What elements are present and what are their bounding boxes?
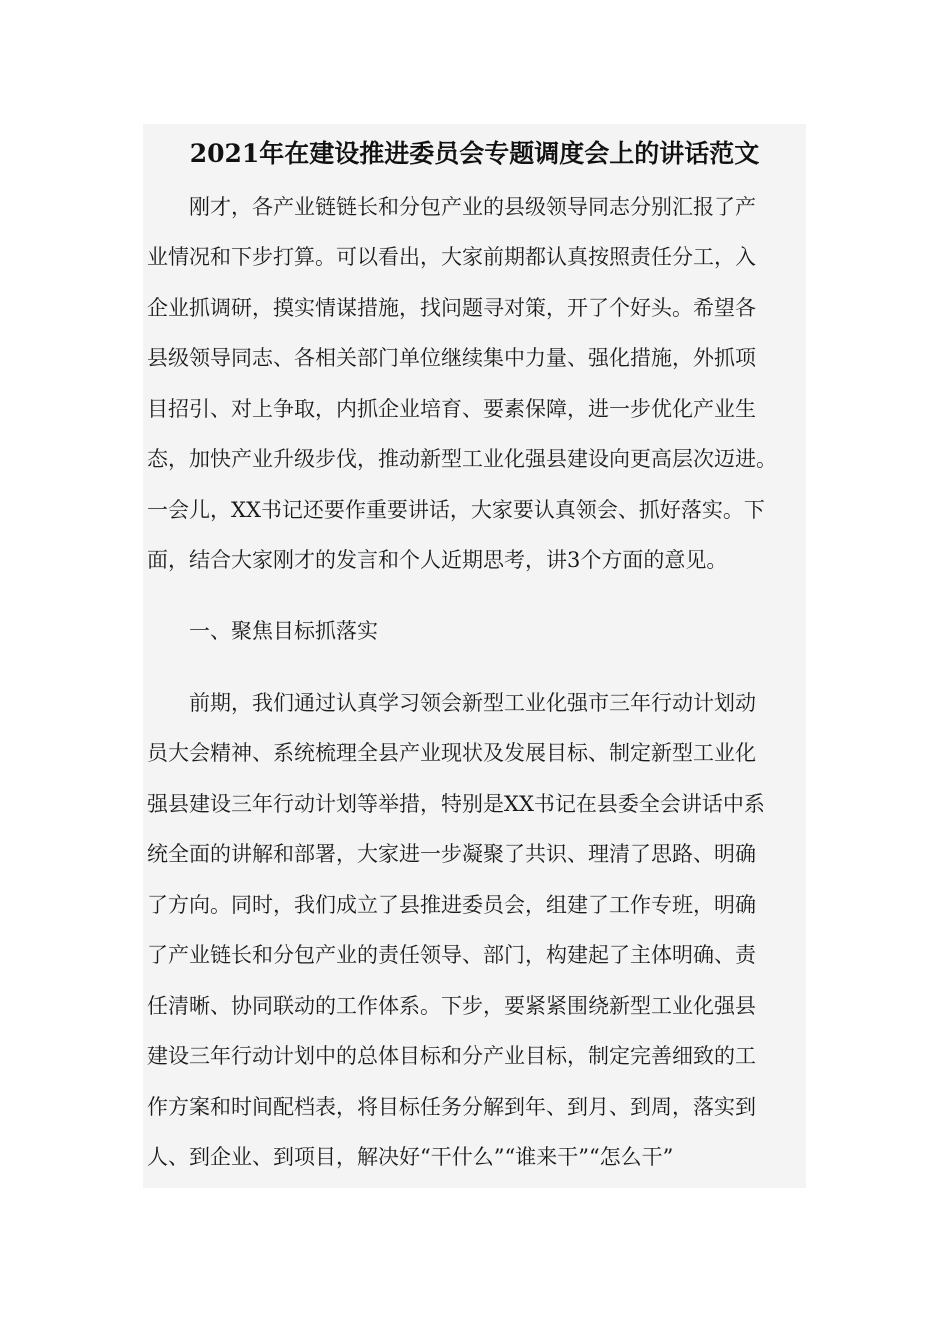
text-line: 企业抓调研，摸实情谋措施，找问题寻对策，开了个好头。希望各: [147, 296, 756, 320]
text-line: 了产业链长和分包产业的责任领导、部门，构建起了主体明确、责: [147, 943, 756, 967]
text-line: 前期，我们通过认真学习领会新型工业化强市三年行动计划动: [189, 691, 756, 715]
section-heading: 一、聚焦目标抓落实: [189, 619, 378, 643]
document-page: [143, 124, 806, 1188]
text-line: 业情况和下步打算。可以看出，大家前期都认真按照责任分工，入: [147, 245, 756, 269]
text-line: 员大会精神、系统梳理全县产业现状及发展目标、制定新型工业化: [147, 741, 756, 765]
text-line: 人、到企业、到项目，解决好“干什么”“谁来干”“怎么干”: [147, 1145, 674, 1169]
text-line: 统全面的讲解和部署，大家进一步凝聚了共识、理清了思路、明确: [147, 842, 756, 866]
text-line: 目招引、对上争取，内抓企业培育、要素保障，进一步优化产业生: [147, 397, 756, 421]
text-line: 面，结合大家刚才的发言和个人近期思考，讲3个方面的意见。: [147, 548, 728, 572]
text-line: 刚才，各产业链链长和分包产业的县级领导同志分别汇报了产: [189, 195, 756, 219]
text-line: 任清晰、协同联动的工作体系。下步，要紧紧围绕新型工业化强县: [147, 994, 756, 1018]
text-line: 作方案和时间配档表，将目标任务分解到年、到月、到周，落实到: [147, 1095, 756, 1119]
text-line: 县级领导同志、各相关部门单位继续集中力量、强化措施，外抓项: [147, 346, 756, 370]
text-line: 态，加快产业升级步伐，推动新型工业化强县建设向更高层次迈进。: [147, 447, 777, 471]
text-line: 建设三年行动计划中的总体目标和分产业目标，制定完善细致的工: [147, 1044, 756, 1068]
text-line: 一会儿，XX书记还要作重要讲话，大家要认真领会、抓好落实。下: [147, 498, 765, 522]
text-line: 了方向。同时，我们成立了县推进委员会，组建了工作专班，明确: [147, 893, 756, 917]
text-line: 强县建设三年行动计划等举措，特别是XX书记在县委全会讲话中系: [147, 792, 765, 816]
document-title: 2021年在建设推进委员会专题调度会上的讲话范文: [189, 139, 760, 168]
